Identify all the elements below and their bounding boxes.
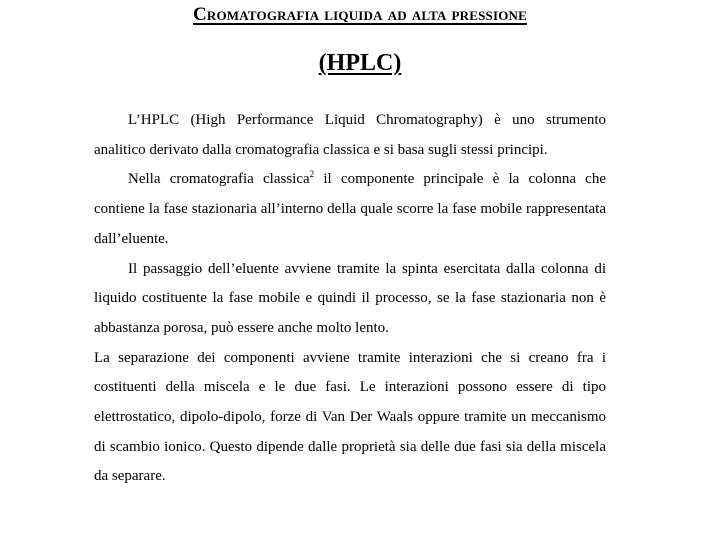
paragraph-2-lead: Nella cromatografia classica <box>128 171 310 188</box>
paragraph-2-rest: il componente principale è la colonna che contiene la fase stazionaria all’interno della quale scorre la fase mobile rappresentata dall’eluente. <box>94 171 606 247</box>
paragraph-1: L’HPLC (High Performance Liquid Chromatography) è uno strumento analitico derivato dalla cromatografia classica e si basa sugli stessi principi. <box>94 112 606 158</box>
paragraph-2 <box>94 165 606 254</box>
document-body <box>94 106 606 492</box>
document-title-text: Cromatografia liquida ad alta pressione <box>192 4 528 25</box>
footnote-ref: 2 <box>309 169 315 180</box>
document-title <box>68 2 652 28</box>
paragraph-4: La separazione dei componenti avviene tramite interazioni che si creano fra i costituenti della miscela e le due fasi. Le interazioni possono essere di tipo elettrostatico, dipolo-dipolo, forze di Van Der Waals oppure tramite un meccanismo di scambio ionico. Questo dipende dalle proprietà sia delle due fasi sia della miscela da separare. <box>94 349 606 485</box>
document-subtitle-text: (HPLC) <box>318 50 402 76</box>
document-subtitle <box>0 48 720 78</box>
paragraph-3: Il passaggio dell’eluente avviene tramite la spinta esercitata dalla colonna di liquido costituente la fase mobile e quindi il processo, se la fase stazionaria non è abbastanza porosa, può essere anche molto lento. <box>94 260 606 336</box>
